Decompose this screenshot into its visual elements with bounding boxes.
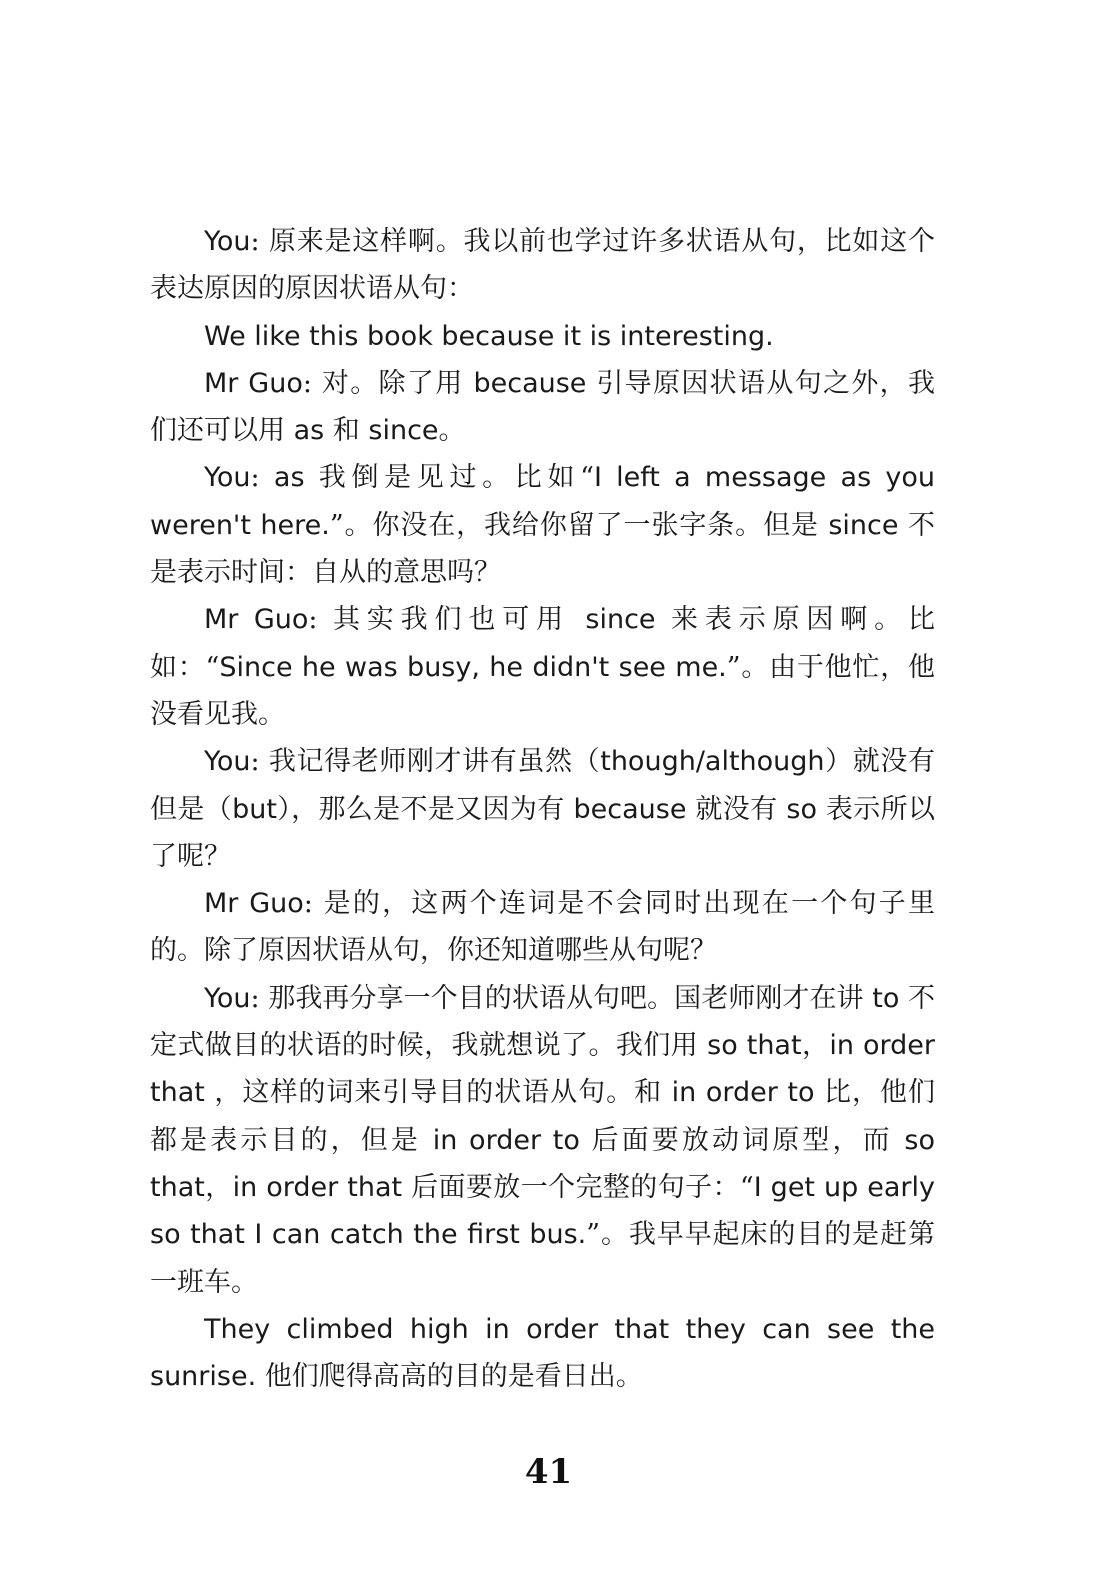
english-text: Mr Guo xyxy=(204,604,309,636)
chinese-text: 比，他们都是表示目的，但是 xyxy=(150,1077,935,1156)
chinese-text: 我倒是见过。比如“ xyxy=(304,462,594,494)
page-number: 41 xyxy=(524,1452,573,1492)
chinese-text: 后面要放动词原型，而 xyxy=(579,1124,905,1156)
chinese-text: 就没有 xyxy=(686,793,787,825)
chinese-text: ）就没有但是（ xyxy=(150,746,936,825)
chinese-text: 他们爬得高高的目的是看日出。 xyxy=(256,1361,643,1393)
english-text: Since he was busy, he didn't see me. xyxy=(219,651,727,683)
chinese-text: : xyxy=(250,462,274,494)
english-text: but xyxy=(232,793,277,825)
english-text: since xyxy=(368,415,439,447)
english-text: because xyxy=(473,367,587,399)
chinese-text: 。 xyxy=(438,415,466,447)
english-text: in order that xyxy=(232,1171,403,1203)
english-text: I get up early so that I can catch the first bus. xyxy=(150,1171,935,1251)
english-text: so xyxy=(786,793,817,825)
chinese-text: ”。由于他忙，他没看见我。 xyxy=(150,651,935,730)
english-text: Mr Guo xyxy=(204,367,303,399)
paragraph xyxy=(150,360,935,455)
english-text: We like this book because it is interesting. xyxy=(204,320,774,352)
english-text: as xyxy=(273,462,305,494)
english-text: They climbed high in order that they can see the sunrise. xyxy=(150,1313,935,1393)
english-text: You xyxy=(204,462,251,494)
paragraph xyxy=(150,313,935,360)
chinese-text: : 对。除了用 xyxy=(302,367,474,399)
english-text: since xyxy=(585,604,656,636)
paragraph xyxy=(150,880,935,975)
chinese-text: ，这样的词来引导目的状语从句。和 xyxy=(204,1077,672,1109)
paragraph xyxy=(150,454,935,596)
chinese-text: ”。我早早起床的目的是赶第一班车。 xyxy=(150,1219,935,1298)
english-text: as xyxy=(293,415,325,447)
english-text: since xyxy=(828,509,899,541)
paragraph xyxy=(150,596,935,738)
english-text: because xyxy=(573,793,687,825)
chinese-text: ， xyxy=(801,1030,830,1062)
chinese-text: 和 xyxy=(324,415,369,447)
chinese-text: 不是表示时间：自从的意思吗？ xyxy=(150,509,935,589)
english-text: to xyxy=(872,982,900,1014)
paragraph xyxy=(150,218,935,313)
chinese-text: 后面要放一个完整的句子：“ xyxy=(402,1171,754,1203)
english-text: so that xyxy=(150,1124,935,1203)
english-text: You xyxy=(204,746,251,778)
english-text: You xyxy=(204,982,251,1014)
english-text: You xyxy=(204,226,251,257)
chinese-text: : 那我再分享一个目的状语从句吧。国老师刚才在讲 xyxy=(250,982,873,1014)
english-text: Mr Guo xyxy=(204,888,304,920)
english-text: in order that xyxy=(150,1030,936,1109)
paragraph xyxy=(150,975,935,1306)
chinese-text: 表示所以了呢？ xyxy=(150,793,935,872)
paragraph xyxy=(150,738,935,880)
paragraph xyxy=(150,1306,935,1401)
chinese-text: : 是的，这两个连词是不会同时出现在一个句子里的。除了原因状语从句，你还知道哪些从句呢？ xyxy=(150,888,935,967)
dialogue-text xyxy=(150,218,935,1400)
chinese-text: 不定式做目的状语的时候，我就想说了。我们用 xyxy=(150,982,935,1062)
chinese-text: ），那么是不是又因为有 xyxy=(276,793,574,825)
chinese-text: 来表示原因啊。比如：“ xyxy=(150,604,935,683)
chinese-text: : 原来是这样啊。我以前也学过许多状语从句，比如这个表达原因的原因状语从句： xyxy=(150,226,935,305)
english-text: though/although xyxy=(600,746,825,778)
english-text: in order to xyxy=(432,1124,580,1156)
english-text: so that xyxy=(707,1030,802,1062)
english-text: I left a message as you weren't here. xyxy=(150,462,935,541)
chinese-text: ， xyxy=(204,1171,233,1203)
chinese-text: : 我记得老师刚才讲有虽然（ xyxy=(250,746,601,778)
chinese-text: 引导原因状语从句之外，我们还可以用 xyxy=(150,367,935,447)
chinese-text: : 其实我们也可用 xyxy=(308,604,586,636)
english-text: in order to xyxy=(671,1077,815,1109)
chinese-text: ”。你没在，我给你留了一张字条。但是 xyxy=(329,509,829,541)
